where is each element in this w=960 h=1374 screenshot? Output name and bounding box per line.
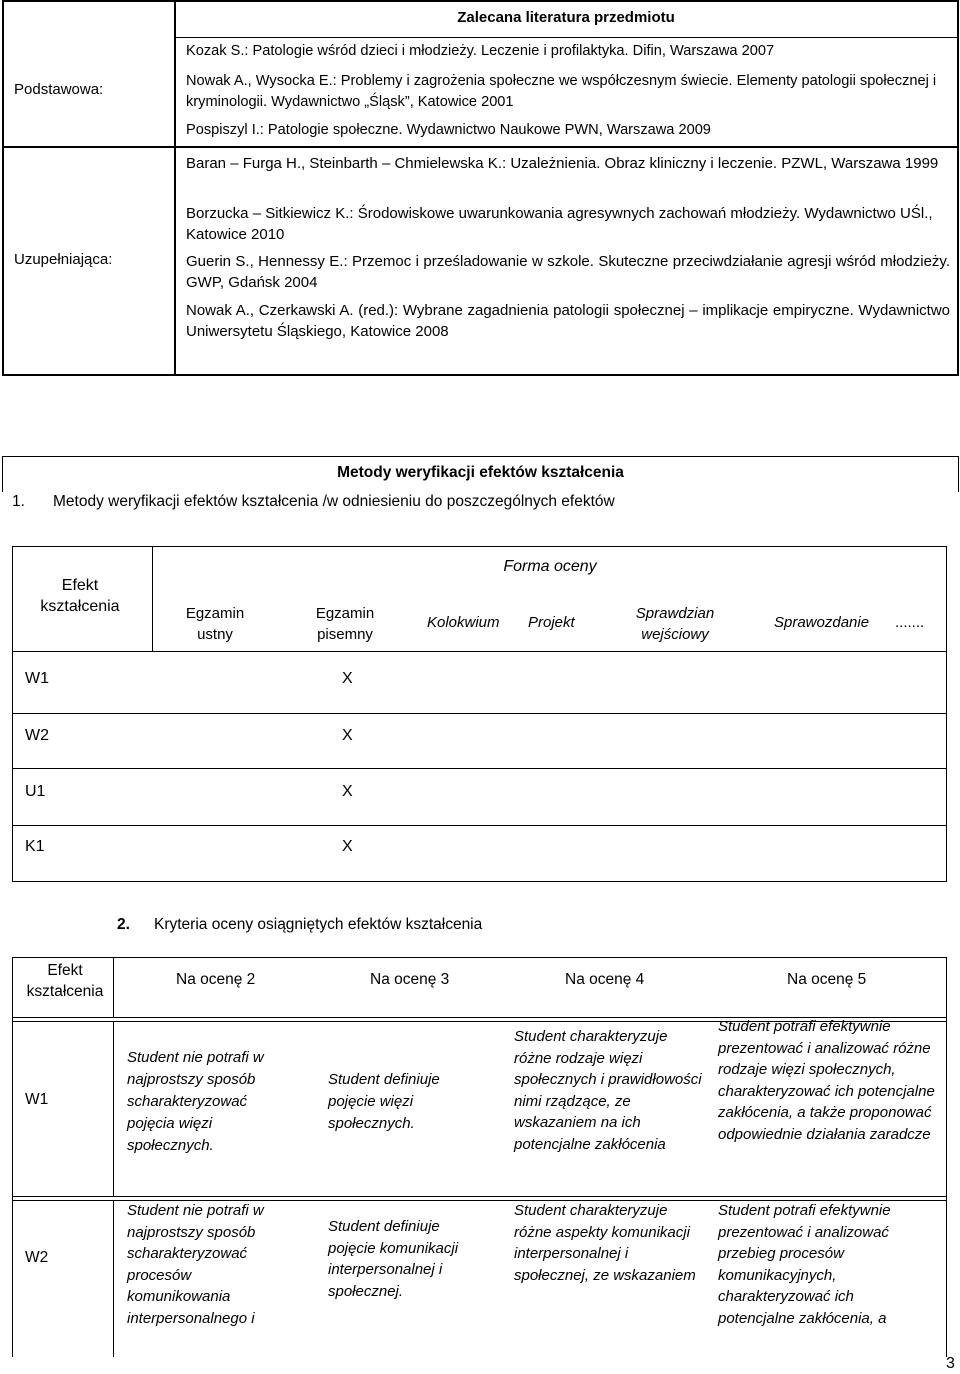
method-row-mark: X: [342, 838, 353, 855]
col-egzamin-pisemny: Egzamin pisemny: [315, 605, 375, 643]
grade-4: Na ocenę 4: [565, 971, 645, 988]
supp-ref-4: Nowak A., Czerkawski A. (red.): Wybrane zagadnienia patologii społecznej – implikacje empiryczne. Wydawnictwo Uniwersytetu Śląskiego, Katowice 2008: [186, 302, 950, 340]
basic-ref-1: Kozak S.: Patologie wśród dzieci i młodzieży. Leczenie i profilaktyka. Difin, Warszawa 2007: [186, 43, 775, 59]
criteria-header-effect: Efekt kształcenia: [26, 962, 104, 1000]
col-ellipsis: .......: [895, 614, 925, 631]
grade-2: Na ocenę 2: [176, 971, 256, 988]
supp-ref-2: Borzucka – Sitkiewicz K.: Środowiskowe uwarunkowania agresywnych zachowań młodzieży. Wydawnictwo UŚl., Katowice 2010: [186, 205, 933, 243]
grade-3: Na ocenę 3: [370, 971, 450, 988]
criteria-cell: Student nie potrafi w najprostszy sposób scharakteryzować pojęcia więzi społecznych.: [127, 1049, 264, 1154]
col-sprawozdanie: Sprawozdanie: [774, 614, 870, 631]
col-sprawdzian: Sprawdzian wejściowy: [635, 605, 715, 643]
methods-title: Metody weryfikacji efektów kształcenia: [337, 464, 624, 481]
methods-header-effect: Efekt kształcenia: [40, 577, 120, 615]
supp-ref-1: Baran – Furga H., Steinbarth – Chmielewska K.: Uzależnienia. Obraz kliniczny i leczenie. PZWL, Warszawa 1999: [186, 155, 939, 172]
method-row-effect: K1: [25, 838, 45, 855]
criteria-item-text: Kryteria oceny osiągniętych efektów kształcenia: [154, 916, 483, 933]
method-row-effect: U1: [25, 783, 46, 800]
methods-table: [12, 546, 947, 882]
criteria-cell: Student definiuje pojęcie komunikacji interpersonalnej i społecznej.: [328, 1218, 459, 1300]
criteria-row-effect: W2: [25, 1249, 49, 1266]
method-row-effect: W1: [25, 670, 49, 687]
criteria-item-number: 2.: [117, 916, 130, 933]
criteria-cell: Student potrafi efektywnie prezentować i analizować przebieg procesów komunikacyjnych, charakteryzować ich potencjalne zakłócenia, a: [718, 1202, 891, 1327]
method-row-effect: W2: [25, 727, 49, 744]
criteria-row-effect: W1: [25, 1091, 49, 1108]
criteria-cell: Student definiuje pojęcie więzi społecznych.: [328, 1071, 440, 1132]
col-egzamin-ustny: Egzamin ustny: [185, 605, 245, 643]
supp-ref-3: Guerin S., Hennessy E.: Przemoc i prześladowanie w szkole. Skuteczne przeciwdziałanie agresji wśród młodzieży. GWP, Gdańsk 2004: [186, 253, 950, 291]
page-number: 3: [946, 1355, 955, 1372]
criteria-cell: Student charakteryzuje różne aspekty komunikacji interpersonalnej i społecznej, ze wskazaniem: [514, 1202, 696, 1284]
criteria-cell: Student potrafi efektywnie prezentować i analizować różne rodzaje więzi społecznych, charakteryzować ich potencjalne zakłócenia, a także proponować odpowiednie działania zaradcze: [718, 1018, 935, 1143]
criteria-cell: Student nie potrafi w najprostszy sposób scharakteryzować procesów komunikowania interpersonalnego i: [127, 1202, 264, 1327]
methods-header-form: Forma oceny: [503, 558, 597, 575]
grade-5: Na ocenę 5: [787, 971, 867, 988]
supplementary-label: Uzupełniająca:: [14, 251, 113, 268]
literature-title: Zalecana literatura przedmiotu: [457, 9, 675, 26]
methods-item-number: 1.: [12, 493, 25, 510]
col-kolokwium: Kolokwium: [427, 614, 500, 631]
method-row-mark: X: [342, 783, 353, 800]
method-row-mark: X: [342, 727, 353, 744]
basic-ref-2: Nowak A., Wysocka E.: Problemy i zagrożenia społeczne we współczesnym świecie. Elementy patologii społecznej i kryminologii. Wydawnictwo „Śląsk”, Katowice 2001: [186, 73, 937, 110]
methods-item-text: Metody weryfikacji efektów kształcenia /w odniesieniu do poszczególnych efektów: [53, 493, 615, 510]
basic-ref-3: Pospiszyl I.: Patologie społeczne. Wydawnictwo Naukowe PWN, Warszawa 2009: [186, 122, 711, 138]
col-projekt: Projekt: [528, 614, 575, 631]
basic-label: Podstawowa:: [14, 81, 104, 98]
method-row-mark: X: [342, 670, 353, 687]
criteria-cell: Student charakteryzuje różne rodzaje więzi społecznych i prawidłowości nimi rządzące, ze wskazaniem na ich potencjalne zakłócenia: [514, 1028, 702, 1153]
